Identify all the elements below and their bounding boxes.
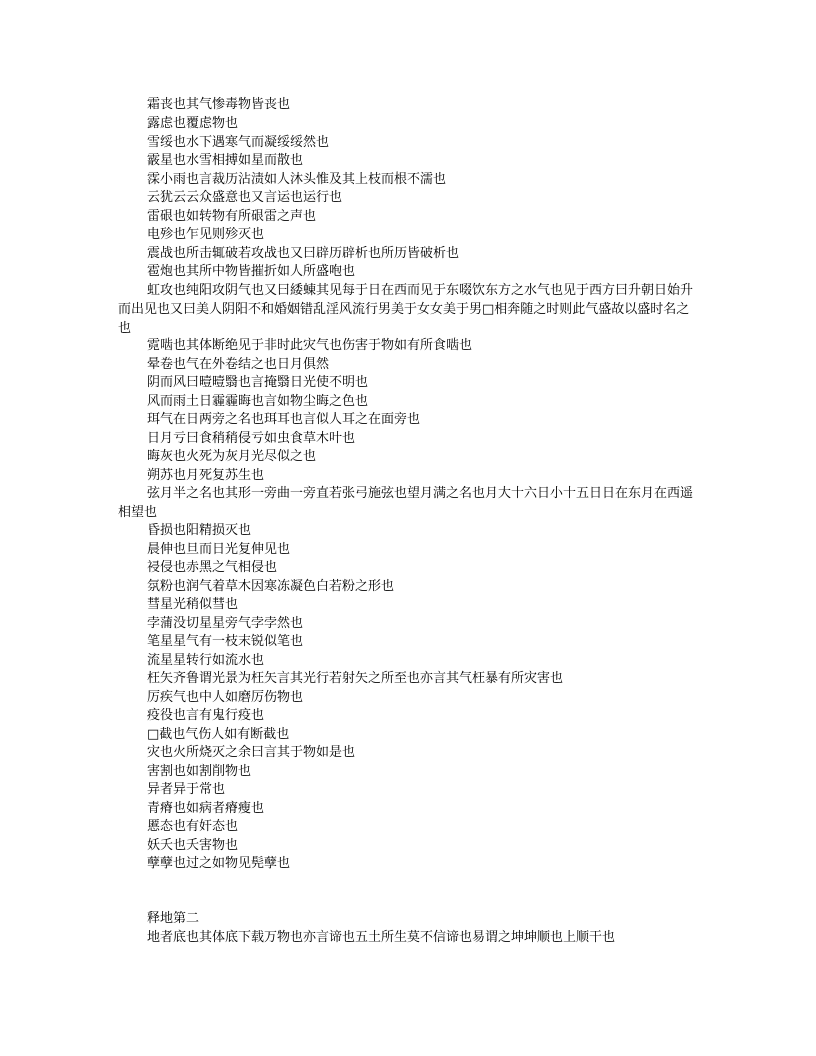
text-paragraph: 霰星也水雪相搏如星而散也 <box>147 153 304 168</box>
text-paragraph: 霂小雨也言裁历沾渍如人沐头惟及其上枝而根不濡也 <box>147 172 447 187</box>
text-paragraph: 孽孽也过之如物见髡孽也 <box>147 856 291 871</box>
section-heading: 释地第二 <box>147 911 200 926</box>
text-paragraph: 慝态也有奸态也 <box>147 819 239 834</box>
text-paragraph: 雹炮也其所中物皆摧折如人所盛咆也 <box>147 264 356 279</box>
text-paragraph: 青瘠也如病者瘠瘦也 <box>147 801 265 816</box>
text-paragraph: 孛蒲没切星星旁气孛孛然也 <box>147 616 304 631</box>
text-paragraph: 露虑也覆虑物也 <box>147 116 239 131</box>
text-paragraph: 地者底也其体底下载万物也亦言谛也五土所生莫不信谛也易谓之坤坤顺也上顺干也 <box>147 930 616 945</box>
text-paragraph: 昏损也阳精损灭也 <box>147 523 252 538</box>
text-paragraph: 云犹云云众盛意也又言运也运行也 <box>147 190 343 205</box>
text-paragraph: 雷硍也如转物有所硍雷之声也 <box>147 209 317 224</box>
text-paragraph: 虹攻也纯阳攻阴气也又曰緌蝀其见每于日在西而见于东啜饮东方之水气也见于西方曰升朝日始升而出见也又曰美人阴阳不和婚姻错乱淫风流行男美于女女美于男□相奔随之时则此气盛故以盛时名之也 <box>118 283 694 336</box>
text-paragraph: 电殄也乍见则殄灭也 <box>147 227 265 242</box>
text-paragraph: 枉矢齐鲁谓光景为枉矢言其光行若射矢之所至也亦言其气枉暴有所灾害也 <box>147 671 564 686</box>
text-paragraph: 厉疾气也中人如磨厉伤物也 <box>147 690 304 705</box>
text-paragraph: □截也气伤人如有断截也 <box>147 727 290 742</box>
text-paragraph: 妖夭也夭害物也 <box>147 838 239 853</box>
text-paragraph: 日月亏曰食稍稍侵亏如虫食草木叶也 <box>147 431 356 446</box>
text-paragraph: 晕卷也气在外卷结之也日月俱然 <box>147 357 330 372</box>
text-paragraph: 晨伸也旦而日光复伸见也 <box>147 542 291 557</box>
text-paragraph: 风而雨土日霾霾晦也言如物尘晦之色也 <box>147 394 369 409</box>
text-paragraph: 氛粉也润气着草木因寒冻凝色白若粉之形也 <box>147 579 395 594</box>
text-paragraph: 灾也火所烧灭之余曰言其于物如是也 <box>147 745 356 760</box>
text-paragraph: 害割也如割削物也 <box>147 764 252 779</box>
text-paragraph: 霓啮也其体断绝见于非时此灾气也伤害于物如有所食啮也 <box>147 338 473 353</box>
text-paragraph: 晦灰也火死为灰月光尽似之也 <box>147 449 317 464</box>
text-paragraph: 弦月半之名也其形一旁曲一旁直若张弓施弦也望月满之名也月大十六日小十五日日在东月在西遥相望也 <box>118 486 694 520</box>
text-paragraph: 震战也所击辄破若攻战也又曰辟历辟析也所历皆破析也 <box>147 246 460 261</box>
text-paragraph: 疫役也言有鬼行疫也 <box>147 708 265 723</box>
text-paragraph: 彗星光稍似彗也 <box>147 597 239 612</box>
text-paragraph: 雪绥也水下遇寒气而凝绥绥然也 <box>147 135 330 150</box>
text-paragraph: 阴而风曰曀曀翳也言掩翳日光使不明也 <box>147 375 369 390</box>
text-paragraph: 祲侵也赤黑之气相侵也 <box>147 560 278 575</box>
text-paragraph: 笔星星气有一枝末锐似笔也 <box>147 634 304 649</box>
text-paragraph: 珥气在日两旁之名也珥耳也言似人耳之在面旁也 <box>147 412 421 427</box>
text-paragraph: 霜丧也其气惨毒物皆丧也 <box>147 97 291 112</box>
text-paragraph: 朔苏也月死复苏生也 <box>147 468 265 483</box>
text-paragraph: 异者异于常也 <box>147 782 226 797</box>
text-paragraph: 流星星转行如流水也 <box>147 653 265 668</box>
